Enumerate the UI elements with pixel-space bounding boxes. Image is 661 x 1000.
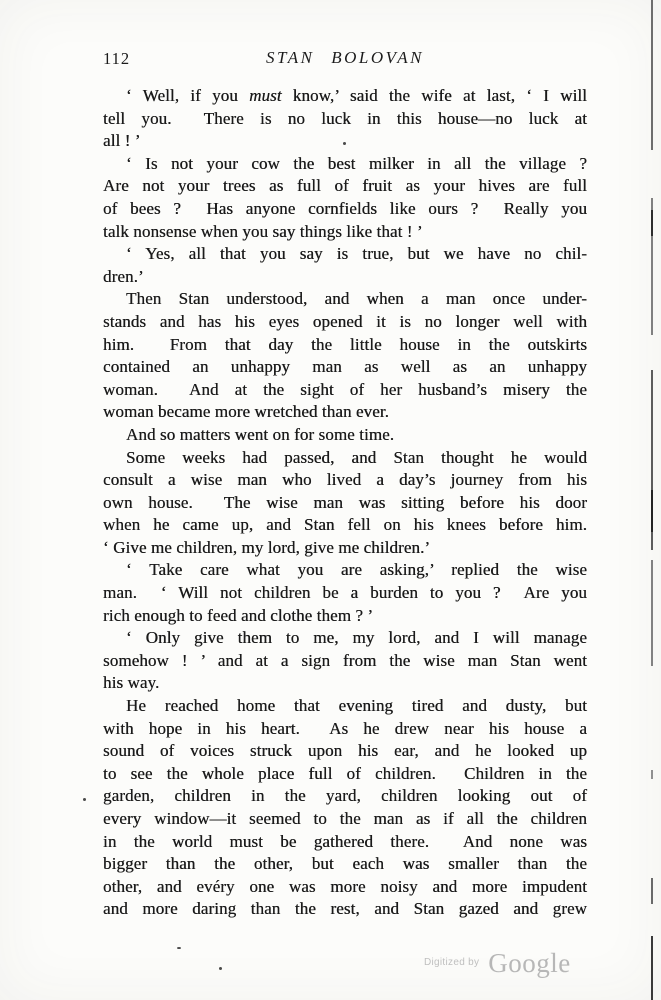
- text-line: ‘ Only give them to me, my lord, and I will manage: [126, 628, 587, 648]
- paragraph: [103, 243, 587, 288]
- paragraph: [103, 424, 587, 447]
- ink-speck: [83, 798, 86, 801]
- page-edge-scan-line: [651, 490, 653, 532]
- paragraph: [103, 627, 587, 695]
- ink-speck: [177, 947, 181, 949]
- text-line: in the world must be gathered there. And none was: [103, 831, 587, 851]
- text-line: every window—it seemed to the man as if all the children: [103, 809, 587, 828]
- text-line: consult a wise man who lived a day’s journey from his: [103, 470, 587, 490]
- page-edge-scan-line: [651, 210, 653, 236]
- text-line: with hope in his heart. As he drew near his house a: [103, 718, 587, 738]
- text-line: woman. And at the sight of her husband’s misery the: [103, 379, 587, 399]
- text-line: woman became more wretched than ever.: [103, 402, 389, 422]
- running-header: [103, 48, 587, 70]
- text-line: him. From that day the little house in the outskirts: [103, 334, 587, 354]
- digitized-by-label: Digitized by: [424, 957, 480, 968]
- text-line: dren.’: [103, 266, 144, 286]
- page-edge-scan-line: [651, 936, 653, 1000]
- text-line: tell you. There is no luck in this house—no luck at: [103, 108, 587, 128]
- text-line: ‘ Yes, all that you say is true, but we have no chil-: [126, 244, 587, 264]
- text-line: garden, children in the yard, children looking out of: [103, 786, 587, 806]
- text-line: man. ‘ Will not children be a burden to you ? Are you: [103, 583, 587, 603]
- text-line: his way.: [103, 673, 160, 693]
- text-line: contained an unhappy man as well as an unhappy: [103, 357, 587, 377]
- page-edge-scan-line: [651, 560, 653, 666]
- text-line: and more daring than the rest, and Stan gazed and grew: [103, 899, 587, 919]
- text-line: Some weeks had passed, and Stan thought he would: [126, 447, 587, 467]
- paragraph: [103, 559, 587, 627]
- paragraph: [103, 288, 587, 424]
- text-line: when he came up, and Stan fell on his knees before him.: [103, 515, 587, 535]
- text-line: He reached home that evening tired and dusty, but: [126, 696, 587, 716]
- text-line: ‘ Take care what you are asking,’ replied the wise: [126, 560, 587, 580]
- text-line: other, and evéry one was more noisy and more impudent: [103, 876, 587, 896]
- page-number: 112: [103, 49, 131, 68]
- text-line: own house. The wise man was sitting before his door: [103, 492, 587, 512]
- text-line: ‘ Well, if you must know,’ said the wife at last, ‘ I will: [126, 86, 587, 105]
- text-line: stands and has his eyes opened it is no longer well with: [103, 311, 587, 331]
- ink-speck: [219, 967, 222, 970]
- text-line: ‘ Give me children, my lord, give me children.’: [103, 537, 431, 557]
- text-line: somehow ! ’ and at a sign from the wise man Stan went: [103, 650, 587, 670]
- text-line: of bees ? Has anyone cornfields like ours ? Really you: [103, 198, 587, 218]
- text-line: to see the whole place full of children. Children in the: [103, 763, 587, 783]
- text-line: talk nonsense when you say things like that ! ’: [103, 221, 423, 241]
- text-line: Then Stan understood, and when a man once under-: [126, 289, 587, 309]
- ink-speck: [343, 142, 346, 145]
- text-line: sound of voices struck upon his ear, and he looked up: [103, 741, 587, 761]
- text-line: Are not your trees as full of fruit as your hives are full: [103, 176, 587, 196]
- text-line: rich enough to feed and clothe them ? ’: [103, 605, 374, 625]
- text-line: all ! ’: [103, 131, 141, 151]
- paragraph: [103, 447, 587, 560]
- text-line: bigger than the other, but each was smaller than the: [103, 854, 587, 874]
- google-watermark: [424, 948, 571, 979]
- google-logo: Google: [488, 948, 571, 978]
- page-edge-scan-line: [651, 770, 653, 779]
- text-line: ‘ Is not your cow the best milker in all the village ?: [126, 153, 587, 173]
- page-text: [103, 85, 587, 921]
- running-title: STAN BOLOVAN: [266, 48, 424, 67]
- page-edge-scan-line: [651, 878, 653, 904]
- text-line: And so matters went on for some time.: [126, 424, 395, 444]
- page-edge-scan-line: [651, 0, 653, 150]
- paragraph: [103, 153, 587, 243]
- paragraph: [103, 695, 587, 921]
